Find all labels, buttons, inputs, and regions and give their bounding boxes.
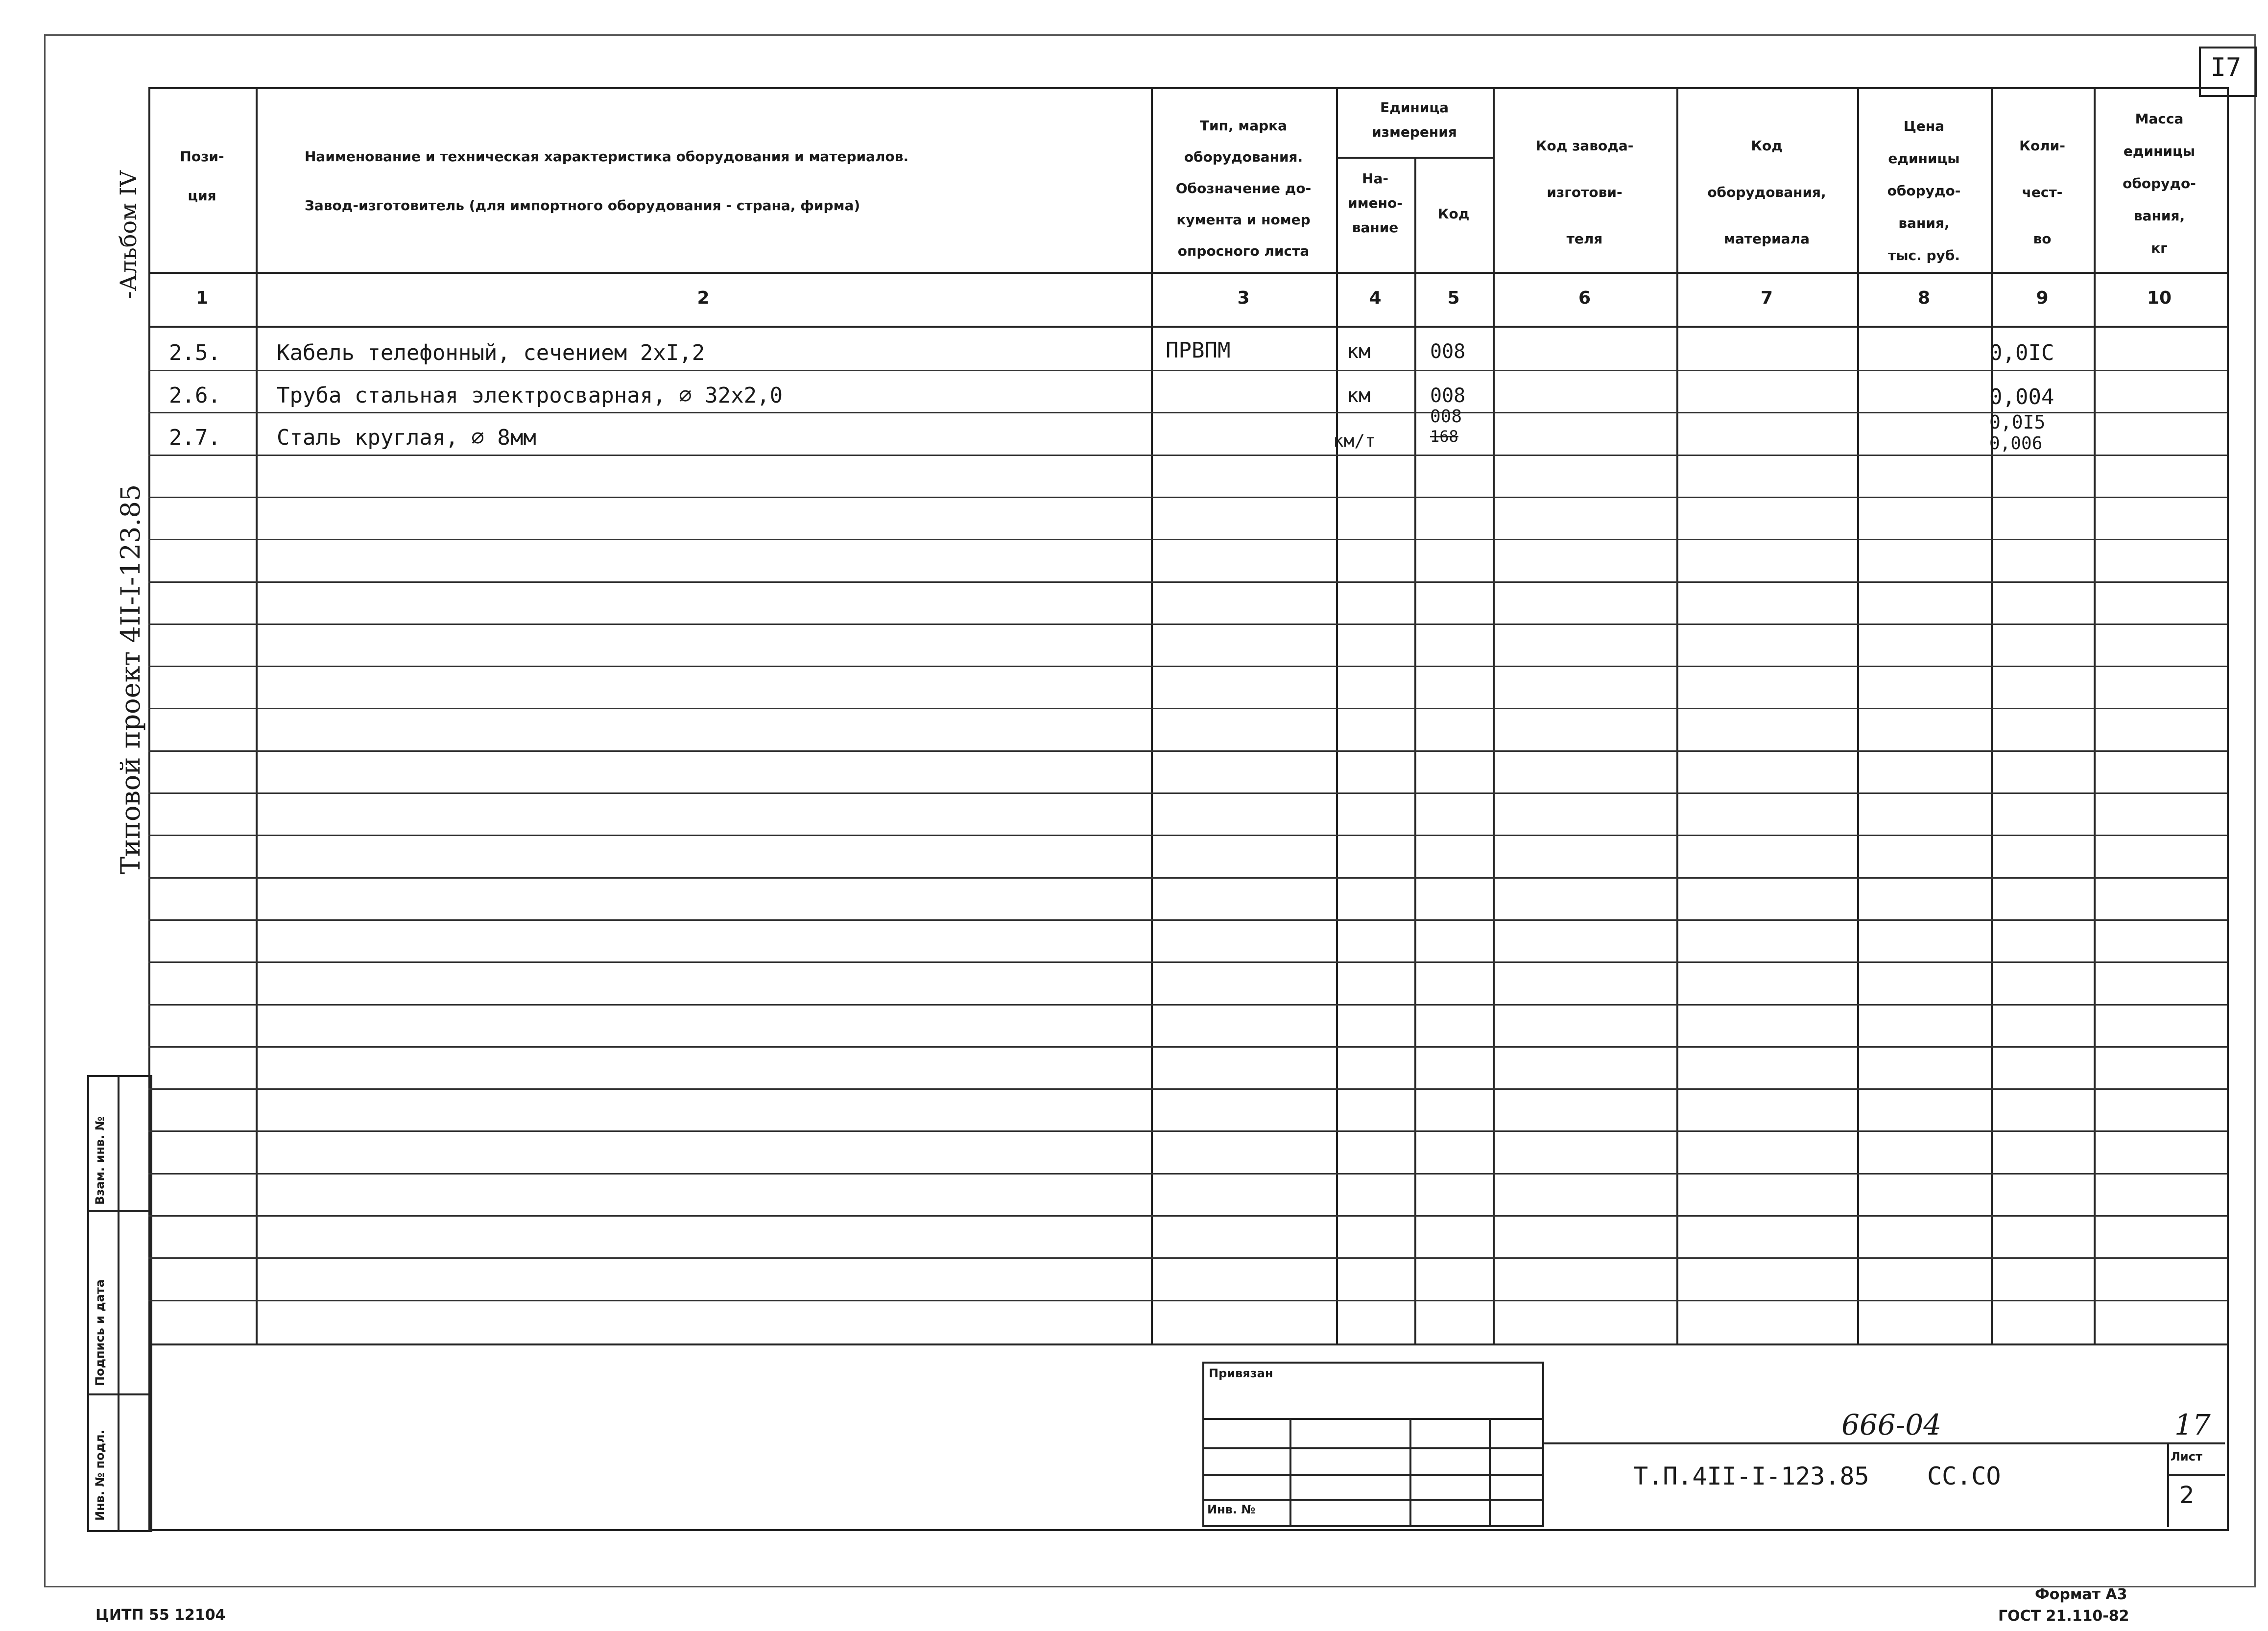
header-mass: Масса единицы оборудо- вания, кг: [2123, 111, 2196, 256]
col-number-6: 6: [1578, 288, 1591, 308]
col-number-10: 10: [2147, 288, 2172, 308]
designation-suffix: СС.СО: [1927, 1462, 2001, 1490]
row-line: [148, 1088, 2227, 1090]
row-3-name: Сталь круглая, ∅ 8мм: [277, 425, 536, 450]
header-equipment-code: Код оборудования, материала: [1707, 138, 1826, 247]
row-line: [148, 370, 2227, 371]
album-label: -Альбом IV: [115, 170, 142, 299]
footer-gost: ГОСТ 21.110-82: [1998, 1607, 2129, 1625]
header-pos: Пози- ция: [180, 148, 224, 204]
row-1-pos: 2.5.: [169, 340, 221, 365]
list-number: 2: [2179, 1482, 2195, 1509]
row-2-unit: км: [1347, 384, 1371, 407]
row-3-code-2: 168: [1430, 427, 1458, 446]
footer-left: ЦИТП 55 12104: [95, 1607, 226, 1624]
row-line: [148, 835, 2227, 836]
row-3-qty-2: 0,006: [1989, 433, 2043, 454]
row-line: [148, 581, 2227, 583]
row-line: [148, 455, 2227, 456]
vzam-label: Взам. инв. №: [93, 1116, 107, 1205]
row-2-pos: 2.6.: [169, 383, 221, 408]
row-line: [148, 961, 2227, 963]
row-line: [148, 1173, 2227, 1175]
header-name: Наименование и техническая характеристика оборудования и материалов. Завод-изготовитель (для импортного оборудования - страна, фирма): [305, 148, 909, 214]
privyazan-label: Привязан: [1209, 1367, 1273, 1380]
row-3-unit: км/т: [1333, 431, 1376, 451]
col-number-5: 5: [1447, 288, 1460, 308]
row-2-name: Труба стальная электросварная, ∅ 32х2,0: [277, 383, 783, 408]
header-unit-name: На- имено- вание: [1348, 170, 1403, 236]
project-label: Типовой проект 4II-I-123.85: [115, 484, 146, 874]
footer-format: Формат А3: [2035, 1586, 2127, 1603]
col-number-1: 1: [195, 288, 209, 308]
list-label: Лист: [2171, 1450, 2202, 1463]
inv-podl-label: Инв. № подл.: [93, 1430, 107, 1521]
row-3-pos: 2.7.: [169, 425, 221, 450]
row-line: [148, 708, 2227, 709]
col-number-2: 2: [697, 288, 710, 308]
row-2-qty: 0,004: [1989, 384, 2054, 409]
row-line: [148, 1046, 2227, 1048]
row-line: [148, 1130, 2227, 1132]
col-number-7: 7: [1760, 288, 1773, 308]
col-number-8: 8: [1917, 288, 1931, 308]
sheet-number: I7: [2210, 53, 2242, 82]
row-line: [148, 624, 2227, 625]
header-unit-code: Код: [1437, 206, 1470, 222]
hand-sheet: 17: [2174, 1408, 2211, 1441]
col-number-9: 9: [2036, 288, 2049, 308]
designation: Т.П.4II-I-123.85: [1633, 1462, 1869, 1490]
row-1-code: 008: [1430, 340, 1466, 363]
header-price: Цена единицы оборудо- вания, тыс. руб.: [1887, 118, 1961, 264]
col-number-3: 3: [1237, 288, 1250, 308]
podpis-label: Подпись и дата: [93, 1279, 107, 1386]
hand-number: 666-04: [1841, 1408, 1942, 1441]
row-line: [148, 919, 2227, 921]
row-1-name: Кабель телефонный, сечением 2хI,2: [277, 340, 705, 365]
row-2-code: 008: [1430, 384, 1466, 407]
row-line: [148, 1257, 2227, 1259]
col-number-4: 4: [1369, 288, 1382, 308]
header-unit: Единица измерения: [1372, 99, 1457, 140]
row-line: [148, 539, 2227, 540]
row-line: [148, 877, 2227, 879]
row-1-unit: км: [1347, 340, 1371, 363]
row-line: [148, 1004, 2227, 1006]
header-type: Тип, марка оборудования. Обозначение до- кумента и номер опросного листа: [1175, 118, 1312, 259]
row-3-qty: 0,0I5: [1989, 411, 2046, 433]
row-line: [148, 666, 2227, 667]
inv-no-label: Инв. №: [1207, 1503, 1256, 1516]
table-bottom-line: [148, 1343, 2227, 1345]
row-line: [148, 497, 2227, 498]
row-3-code: 008: [1430, 407, 1462, 427]
header-qty: Коли- чест- во: [2019, 138, 2065, 247]
row-line: [148, 792, 2227, 794]
header-factory-code: Код завода- изготови- теля: [1535, 138, 1634, 247]
row-line: [148, 1215, 2227, 1217]
row-line: [148, 750, 2227, 752]
row-line: [148, 412, 2227, 413]
row-1-type: ПРВПМ: [1166, 338, 1231, 363]
row-1-qty: 0,0IС: [1989, 340, 2054, 365]
row-line: [148, 1300, 2227, 1301]
